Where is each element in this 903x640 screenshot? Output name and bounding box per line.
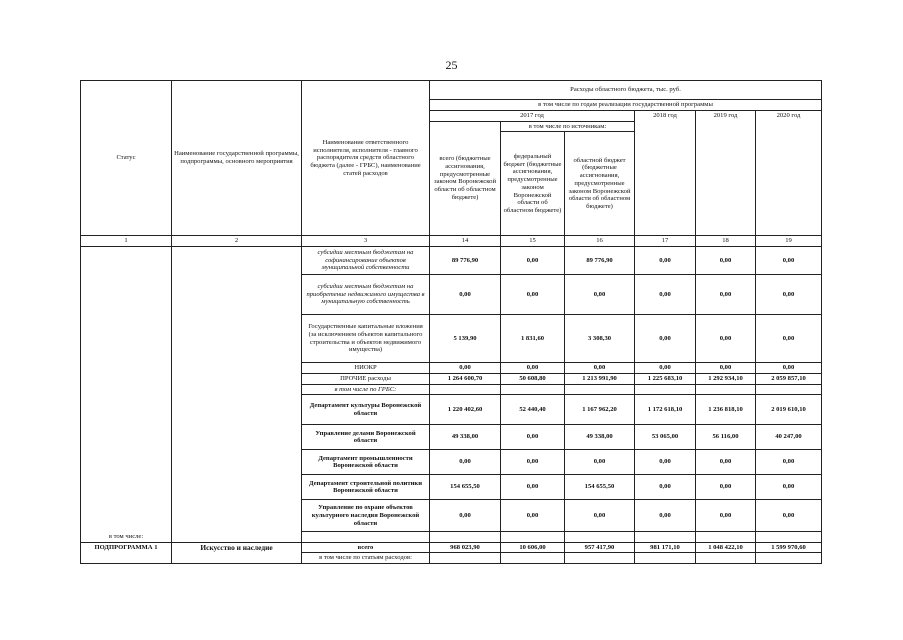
header-by-sources: в том числе по источникам: <box>501 121 635 132</box>
header-by-years: в том числе по годам реализации государственной программы <box>430 100 822 111</box>
value-cell: 49 338,00 <box>430 425 501 450</box>
row-label: НИОКР <box>302 363 430 374</box>
value-cell: 0,00 <box>565 363 635 374</box>
incl-label: в том числе: <box>81 532 172 542</box>
value-cell: 0,00 <box>696 315 756 363</box>
value-cell: 0,00 <box>635 475 696 500</box>
value-cell: 957 417,90 <box>565 542 635 553</box>
value-cell: 968 023,90 <box>430 542 501 553</box>
header-year-2019: 2019 год <box>696 110 756 236</box>
col-number: 19 <box>756 236 822 247</box>
value-cell: 1 213 991,90 <box>565 373 635 384</box>
value-cell: 89 776,90 <box>430 247 501 275</box>
header-program-name: Наименование государственной программы, подпрограммы, основного мероприятия <box>172 81 302 236</box>
empty-status-cell <box>81 247 172 532</box>
row-label: Департамент промышленности Воронежской области <box>302 450 430 475</box>
page-number: 25 <box>445 58 458 72</box>
value-cell: 0,00 <box>565 450 635 475</box>
row-label: Департамент культуры Воронежской области <box>302 395 430 425</box>
value-cell: 154 655,50 <box>565 475 635 500</box>
col-number: 15 <box>501 236 565 247</box>
value-cell: 0,00 <box>635 315 696 363</box>
col-number: 14 <box>430 236 501 247</box>
value-cell: 1 831,60 <box>501 315 565 363</box>
value-cell: 1 264 600,70 <box>430 373 501 384</box>
value-cell: 0,00 <box>501 500 565 532</box>
subprogram-row <box>81 542 822 553</box>
value-cell: 0,00 <box>756 315 822 363</box>
col-number: 16 <box>565 236 635 247</box>
value-cell: 0,00 <box>635 363 696 374</box>
value-cell: 0,00 <box>635 247 696 275</box>
col-number: 3 <box>302 236 430 247</box>
subprogram-status: ПОДПРОГРАММА 1 <box>81 542 172 564</box>
row-label: Управление по охране объектов культурного наследия Воронежской области <box>302 500 430 532</box>
value-cell: 89 776,90 <box>565 247 635 275</box>
value-cell: 1 236 818,10 <box>696 395 756 425</box>
value-cell: 53 065,00 <box>635 425 696 450</box>
incl-row <box>81 532 822 542</box>
header-federal-col: федеральный бюджет (бюджетные ассигнования, предусмотренные законом Воронежской области об областном бюджете) <box>501 132 565 236</box>
value-cell: 0,00 <box>756 275 822 315</box>
value-cell: 0,00 <box>756 500 822 532</box>
value-cell: 1 048 422,10 <box>696 542 756 553</box>
value-cell: 981 171,10 <box>635 542 696 553</box>
value-cell: 3 308,30 <box>565 315 635 363</box>
value-cell: 52 440,40 <box>501 395 565 425</box>
header-year-2017: 2017 год <box>430 110 635 121</box>
header-year-2020: 2020 год <box>756 110 822 236</box>
value-cell: 0,00 <box>635 450 696 475</box>
col-number: 17 <box>635 236 696 247</box>
header-executor: Наименование ответственного исполнителя, исполнителя - главного распорядителя средств областного бюджета (далее - ГРБС), наименование статей расходов <box>302 81 430 236</box>
value-cell: 0,00 <box>756 363 822 374</box>
value-cell: 0,00 <box>565 275 635 315</box>
value-cell: 0,00 <box>696 500 756 532</box>
value-cell: 0,00 <box>430 275 501 315</box>
value-cell: 0,00 <box>696 247 756 275</box>
value-cell: 0,00 <box>696 363 756 374</box>
col-number: 18 <box>696 236 756 247</box>
header-regional-col: областной бюджет (бюджетные ассигнования, предусмотренные законом Воронежской области об областном бюджете) <box>565 132 635 236</box>
value-cell: 0,00 <box>696 475 756 500</box>
subprogram-articles-label: в том числе по статьям расходов: <box>302 553 430 564</box>
value-cell: 0,00 <box>696 450 756 475</box>
value-cell: 1 225 683,10 <box>635 373 696 384</box>
value-cell: 50 608,80 <box>501 373 565 384</box>
header-total-col: всего (бюджетные ассигнования, предусмотренные законом Воронежской области об областном бюджете) <box>430 121 501 236</box>
value-cell: 0,00 <box>756 450 822 475</box>
value-cell: 2 059 857,10 <box>756 373 822 384</box>
row-label: Управление делами Воронежской области <box>302 425 430 450</box>
value-cell: 1 167 962,20 <box>565 395 635 425</box>
header-status: Статус <box>81 81 172 236</box>
value-cell: 5 139,90 <box>430 315 501 363</box>
value-cell: 0,00 <box>501 425 565 450</box>
subprogram-label: всего <box>302 542 430 553</box>
value-cell: 0,00 <box>501 275 565 315</box>
empty-program-cell <box>172 247 302 532</box>
value-cell: 0,00 <box>756 247 822 275</box>
value-cell: 0,00 <box>430 500 501 532</box>
value-cell: 0,00 <box>501 363 565 374</box>
value-cell: 40 247,00 <box>756 425 822 450</box>
table-row <box>81 247 822 275</box>
row-label: ПРОЧИЕ расходы <box>302 373 430 384</box>
value-cell: 56 116,00 <box>696 425 756 450</box>
row-label: в том числе по ГРБС: <box>302 384 430 395</box>
value-cell: 154 655,50 <box>430 475 501 500</box>
row-label: субсидии местным бюджетам на приобретение недвижимого имущества в муниципальную собственность <box>302 275 430 315</box>
value-cell: 0,00 <box>501 450 565 475</box>
subprogram-name: Искусство и наследие <box>172 542 302 564</box>
value-cell: 1 220 402,60 <box>430 395 501 425</box>
value-cell: 0,00 <box>430 450 501 475</box>
value-cell: 49 338,00 <box>565 425 635 450</box>
value-cell: 1 292 934,10 <box>696 373 756 384</box>
row-label: Департамент строительной политики Воронежской области <box>302 475 430 500</box>
value-cell: 2 019 610,10 <box>756 395 822 425</box>
col-number: 1 <box>81 236 172 247</box>
header-year-2018: 2018 год <box>635 110 696 236</box>
value-cell: 0,00 <box>430 363 501 374</box>
column-numbers-row <box>81 236 822 247</box>
value-cell: 0,00 <box>696 275 756 315</box>
value-cell: 0,00 <box>635 275 696 315</box>
value-cell: 0,00 <box>565 500 635 532</box>
value-cell: 1 172 618,10 <box>635 395 696 425</box>
value-cell: 0,00 <box>756 475 822 500</box>
value-cell: 0,00 <box>501 475 565 500</box>
header-row-1 <box>81 81 822 100</box>
row-label: субсидии местным бюджетам на софинансирование объектов муниципальной собственности <box>302 247 430 275</box>
header-expenses: Расходы областного бюджета, тыс. руб. <box>430 81 822 100</box>
value-cell: 0,00 <box>635 500 696 532</box>
col-number: 2 <box>172 236 302 247</box>
row-label: Государственные капитальные вложения (за исключением объектов капитального строительства и объектов недвижимого имущества) <box>302 315 430 363</box>
budget-table <box>80 80 822 564</box>
value-cell: 0,00 <box>501 247 565 275</box>
value-cell: 1 599 970,60 <box>756 542 822 553</box>
value-cell: 10 606,00 <box>501 542 565 553</box>
